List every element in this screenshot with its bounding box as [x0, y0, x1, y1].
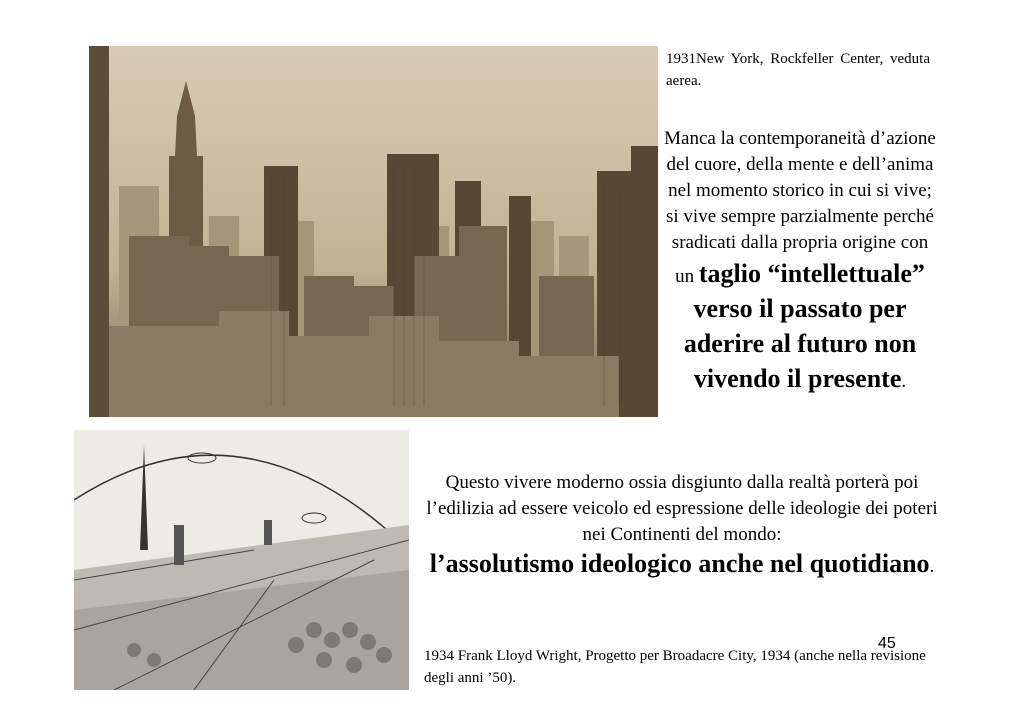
broadacre-city-drawing	[74, 430, 409, 690]
paragraph-1-text: Manca la contemporaneità d’azione del cuore, della mente e dell’anima nel momento storico in cui si vive; si vive sempre parzialmente perché sradicati dalla propria origine con un	[664, 128, 936, 287]
new-york-aerial-photo	[89, 46, 658, 417]
paragraph-2-bold: l’assolutismo ideologico anche nel quotidiano	[429, 549, 930, 578]
paragraph-1-end: .	[901, 371, 907, 392]
paragraph-2-end: .	[929, 556, 935, 577]
paragraph-1-bold: taglio “intellettuale” verso il passato per aderire al futuro non vivendo il presente	[683, 259, 925, 393]
bottom-drawing-caption: 1934 Frank Lloyd Wright, Progetto per Broadacre City, 1934 (anche nella revisione degli anni ’50).	[424, 648, 926, 686]
paragraph-2-text: Questo vivere moderno ossia disgiunto dalla realtà porterà poi l’edilizia ad essere veicolo ed espressione delle ideologie dei poteri nei Continenti del mondo:	[426, 472, 938, 545]
page-number: 45	[878, 635, 896, 652]
paragraph-2	[416, 470, 948, 580]
top-photo-caption: 1931New York, Rockfeller Center, veduta aerea.	[666, 51, 930, 89]
paragraph-1	[660, 126, 940, 396]
